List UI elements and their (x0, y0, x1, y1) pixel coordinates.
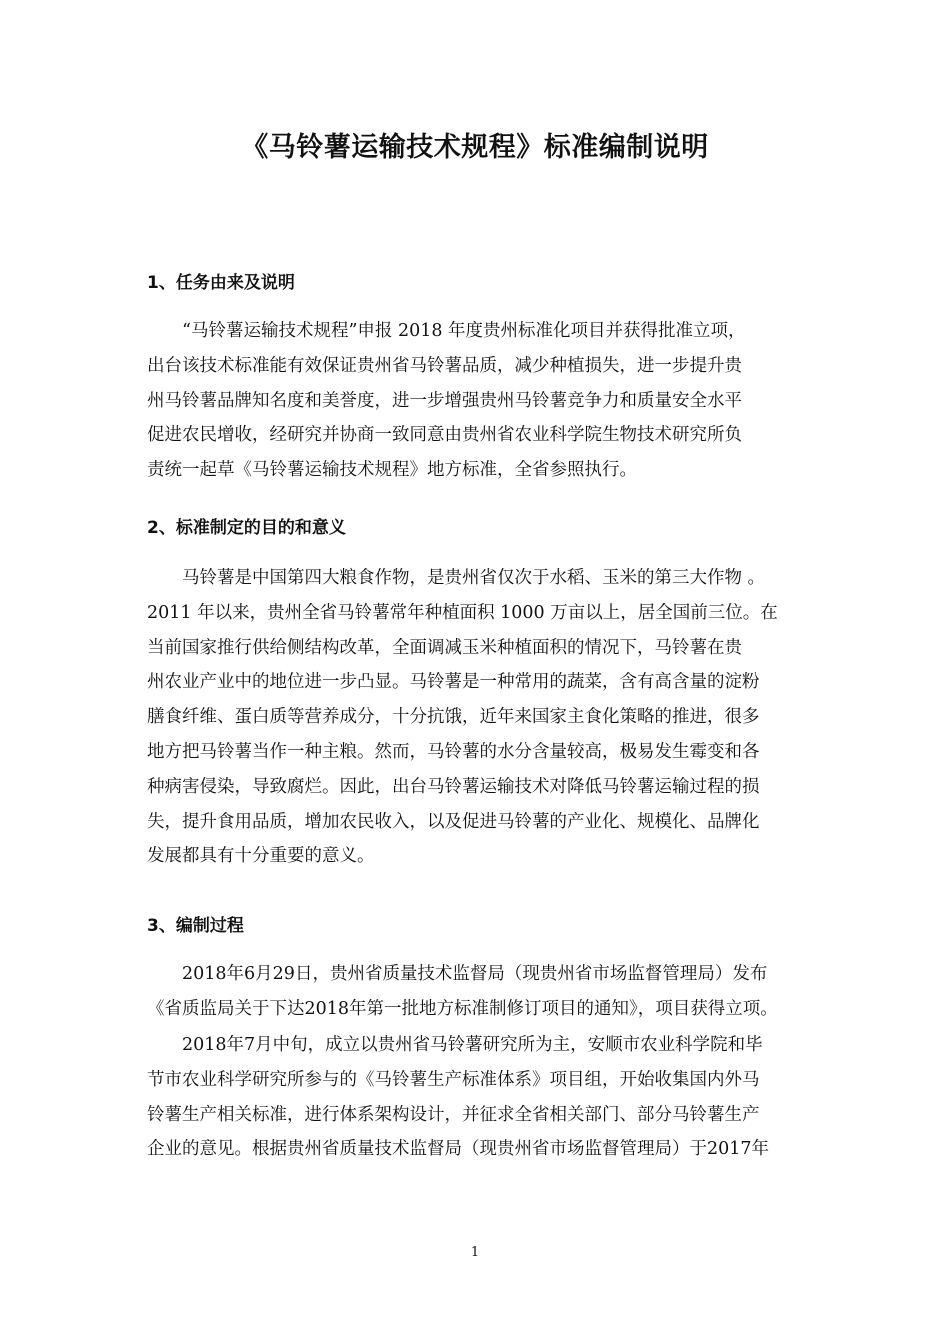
section-3-heading: 3、编制过程 (147, 916, 244, 936)
section-2-paragraph-1: 马铃薯是中国第四大粮食作物，是贵州省仅次于水稻、玉米的第三大作物 。 2011 年以来，贵州全省马铃薯常年种植面积 1000 万亩以上，居全国前三位。在 当前国家推行供给侧结构改革，全面调减玉米种植面积的情况下，马铃薯在贵 州农业产业中的地位进一步凸显。马铃薯是一种常用的蔬菜，含有高含量的淀粉 膳食纤维、蛋白质等营养成分，十分抗饿，近年来国家主食化策略的推进，很多 地方把马铃薯当作一种主粮。然而，马铃薯的水分含量较高，极易发生霉变和各 种病害侵染，导致腐烂。因此，出台马铃薯运输技术对降低马铃薯运输过程的损 失，提升食用品质，增加农民收入，以及促进马铃薯的产业化、规模化、品牌化 发展都具有十分重要的意义。 (147, 568, 778, 867)
section-3-paragraph-1: 2018年6月29日，贵州省质量技术监督局（现贵州省市场监督管理局）发布 《省质监局关于下达2018年第一批地方标准制修订项目的通知》，项目获得立项。 (147, 964, 778, 1019)
section-3-paragraph-2: 2018年7月中旬，成立以贵州省马铃薯研究所为主，安顺市农业科学院和毕 节市农业科学研究所参与的《马铃薯生产标准体系》项目组，开始收集国内外马 铃薯生产相关标准，进行体系架构设计，并征求全省相关部门、部分马铃薯生产 企业的意见。根据贵州省质量技术监督局（现贵州省市场监督管理局）于2017年 (147, 1035, 770, 1160)
section-2-heading: 2、标准制定的目的和意义 (147, 518, 346, 538)
section-1-heading: 1、任务由来及说明 (147, 273, 295, 293)
section-1-paragraph-1: “马铃薯运输技术规程”申报 2018 年度贵州标准化项目并获得批准立项， 出台该技术标准能有效保证贵州省马铃薯品质，减少种植损失，进一步提升贵 州马铃薯品牌知名度和美誉度，进一步增强贵州马铃薯竞争力和质量安全水平 促进农民增收，经研究并协商一致同意由贵州省农业科学院生物技术研究所负 责统一起草《马铃薯运输技术规程》地方标准，全省参照执行。 (147, 321, 746, 481)
page-number: 1 (470, 1245, 480, 1260)
document-title: 《马铃薯运输技术规程》标准编制说明 (241, 132, 709, 163)
